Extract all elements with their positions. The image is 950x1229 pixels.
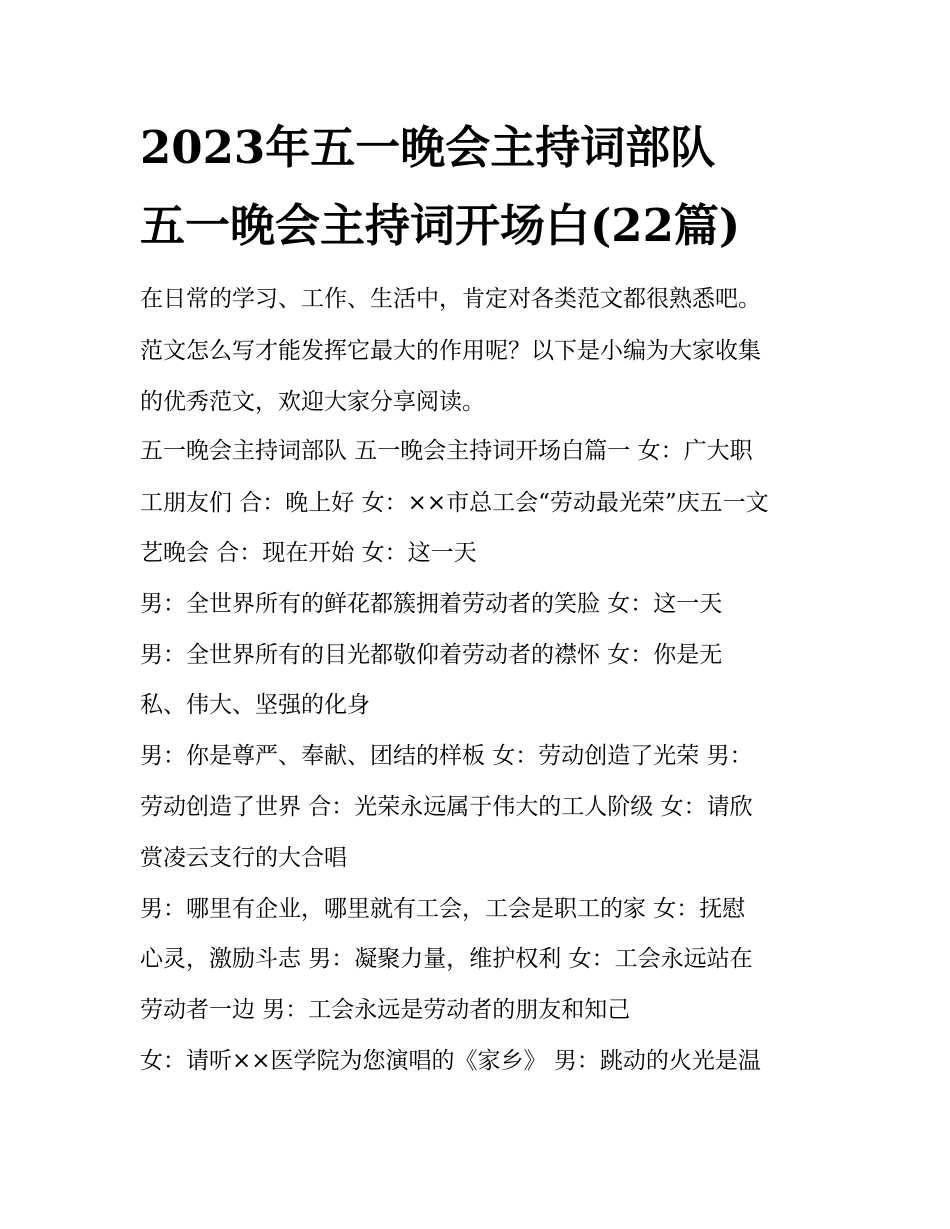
paragraph-line: 五一晚会主持词部队 五一晚会主持词开场白篇一 女：广大职 bbox=[140, 438, 753, 464]
document-title-line-2: 五一晚会主持词开场白(22篇) bbox=[140, 199, 741, 252]
paragraph-line: 在日常的学习、工作、生活中，肯定对各类范文都很熟悉吧。 bbox=[140, 286, 761, 312]
paragraph-line: 的优秀范文，欢迎大家分享阅读。 bbox=[140, 389, 485, 415]
paragraph-line: 男：全世界所有的鲜花都簇拥着劳动者的笑脸 女：这一天 bbox=[140, 591, 723, 617]
paragraph-line: 工朋友们 合：晚上好 女：××市总工会“劳动最光荣”庆五一文 bbox=[140, 490, 769, 516]
paragraph-line: 赏凌云支行的大合唱 bbox=[140, 845, 347, 871]
paragraph-line: 男：你是尊严、奉献、团结的样板 女：劳动创造了光荣 男： bbox=[140, 743, 753, 769]
paragraph-line: 男：全世界所有的目光都敬仰着劳动者的襟怀 女：你是无 bbox=[140, 642, 723, 668]
paragraph-line: 私、伟大、坚强的化身 bbox=[140, 692, 370, 718]
paragraph-line: 心灵，激励斗志 男：凝聚力量，维护权利 女：工会永远站在 bbox=[140, 946, 753, 972]
paragraph-line: 范文怎么写才能发挥它最大的作用呢？以下是小编为大家收集 bbox=[140, 338, 761, 364]
paragraph-line: 劳动创造了世界 合：光荣永远属于伟大的工人阶级 女：请欣 bbox=[140, 794, 753, 820]
document-title-line-1: 2023年五一晚会主持词部队 bbox=[140, 121, 716, 174]
paragraph-line: 男：哪里有企业，哪里就有工会，工会是职工的家 女：抚慰 bbox=[140, 896, 746, 922]
paragraph-line: 艺晚会 合：现在开始 女：这一天 bbox=[140, 540, 477, 566]
paragraph-line: 女：请听××医学院为您演唱的《家乡》 男：跳动的火光是温 bbox=[140, 1048, 761, 1074]
paragraph-line: 劳动者一边 男：工会永远是劳动者的朋友和知己 bbox=[140, 997, 631, 1023]
